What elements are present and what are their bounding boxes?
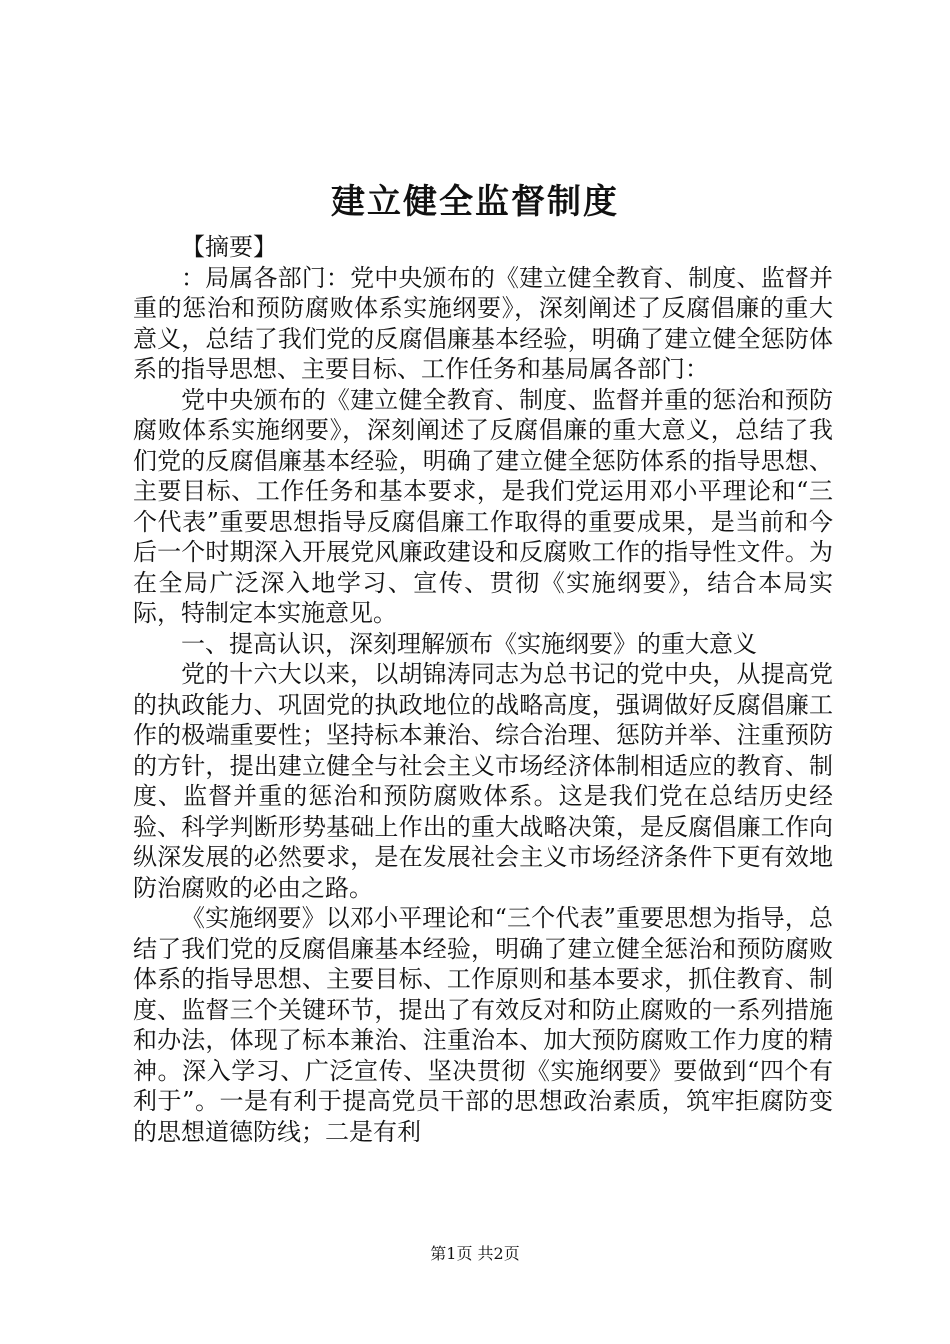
body-paragraph: 党中央颁布的《建立健全教育、制度、监督并重的惩治和预防腐败体系实施纲要》，深刻阐述了反腐倡廉的重大意义，总结了我们党的反腐倡廉基本经验，明确了建立健全惩防体系的指导思想、主要目标、工作任务和基本要求，是我们党运用邓小平理论和“三个代表”重要思想指导反腐倡廉工作取得的重要成果，是当前和今后一个时期深入开展党风廉政建设和反腐败工作的指导性文件。为在全局广泛深入地学习、宣传、贯彻《实施纲要》，结合本局实际，特制定本实施意见。 — [133, 385, 833, 627]
body-paragraph: 党的十六大以来，以胡锦涛同志为总书记的党中央，从提高党的执政能力、巩固党的执政地位的战略高度，强调做好反腐倡廉工作的极端重要性；坚持标本兼治、综合治理、惩防并举、注重预防的方针，提出建立健全与社会主义市场经济体制相适应的教育、制度、监督并重的惩治和预防腐败体系。这是我们党在总结历史经验、科学判断形势基础上作出的重大战略决策，是反腐倡廉工作向纵深发展的必然要求，是在发展社会主义市场经济条件下更有效地防治腐败的必由之路。 — [133, 660, 833, 902]
document-body — [133, 232, 833, 1147]
section-heading: 一、提高认识，深刻理解颁布《实施纲要》的重大意义 — [181, 629, 757, 658]
abstract-heading: 【摘要】 — [181, 233, 277, 261]
body-paragraph: ：局属各部门：党中央颁布的《建立健全教育、制度、监督并重的惩治和预防腐败体系实施纲要》，深刻阐述了反腐倡廉的重大意义，总结了我们党的反腐倡廉基本经验，明确了建立健全惩防体系的指导思想、主要目标、工作任务和基局属各部门： — [133, 263, 833, 383]
page-number-footer: 第1页 共2页 — [430, 1244, 520, 1263]
document-title: 建立健全监督制度 — [331, 182, 619, 222]
body-paragraph: 《实施纲要》以邓小平理论和“三个代表”重要思想为指导，总结了我们党的反腐倡廉基本经验，明确了建立健全惩治和预防腐败体系的指导思想、主要目标、工作原则和基本要求，抓住教育、制度、监督三个关键环节，提出了有效反对和防止腐败的一系列措施和办法，体现了标本兼治、注重治本、加大预防腐败工作力度的精神。深入学习、广泛宣传、坚决贯彻《实施纲要》要做到“四个有利于”。一是有利于提高党员干部的思想政治素质，筑牢拒腐防变的思想道德防线；二是有利 — [133, 904, 833, 1146]
